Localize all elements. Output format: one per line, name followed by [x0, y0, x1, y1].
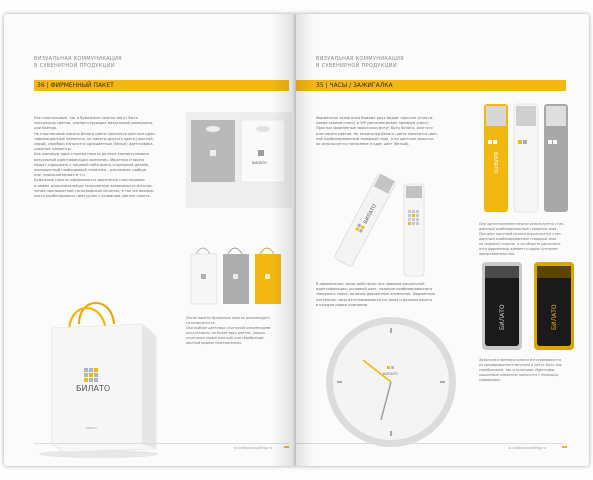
- lighter-standing-white: [404, 184, 424, 276]
- large-paper-bag-image: [24, 294, 174, 459]
- left-header-line-1: ВИЗУАЛЬНАЯ КОММУНИКАЦИЯ: [34, 56, 122, 62]
- left-section-bar: [34, 80, 289, 91]
- bag-side: [142, 324, 156, 449]
- left-footer-rule: [34, 443, 289, 444]
- left-body-text: Как пластиковые, так и бумажные пакеты могут быть нескольких цветов, соответствующих визуальной коммуника- ции бренда. На пластиковые пакеты белого цвета наносятся цветные иден- тификационные элементы, на пакеты другого цвета (желтый, серый, серебро) наносятся одноцветные (белые) идентифика- ционные элементы. Как минимум одна сторона пакета должна соответствовать визуальной идентификации компании, обратная сторона может содержать с лицевой либо иметь отдельный дизайн, посвященный необходимой тематике – рекламное сообще- ние, промо-материал и т.п. Бумажные пакеты оформляются идентично пластиковым и имеют дополнительную техническую возможность изготов- ления полноцветной типографской печатью, а так же возмож- ность комбинировать цвет ручек с основным цветом пакета.: [34, 116, 157, 199]
- vip-lighters-image: [476, 258, 582, 356]
- right-header: [316, 56, 404, 70]
- plastic-lighters-image: [318, 162, 468, 282]
- left-page: [4, 14, 296, 466]
- bag-handle-back: [79, 303, 114, 324]
- right-header-line-1: ВИЗУАЛЬНАЯ КОММУНИКАЦИЯ: [316, 56, 404, 62]
- left-header-line-2: В СУВЕНИРНОЙ ПРОДУКЦИИ: [34, 63, 115, 69]
- bags-caption: После пакеты бумажные пакеты рекомендует- ся возможность. При выборе цветовых сочетаний рекомендуем использовать не более двух цветов, (напри- сочетания серый желтый) или серебряный- желтый крайне нежелательно.: [186, 316, 271, 345]
- brochure-spread: [0, 14, 593, 466]
- left-gutter-shadow: [272, 14, 296, 466]
- clock-logo-text: БИЛАТО: [383, 372, 398, 376]
- lighter-lying-white: [334, 173, 397, 267]
- left-section-label: 36 | ФИРМЕННЫЙ ПАКЕТ: [37, 82, 114, 89]
- right-section-title: ЧАСЫ / ЗАЖИГАЛКА: [329, 82, 393, 89]
- right-section-label: 35 | ЧАСЫ / ЗАЖИГАЛКА: [316, 82, 393, 89]
- plastic-bag-white-logo: БИЛАТО: [252, 161, 267, 165]
- vip-lighter-silver: [482, 262, 522, 350]
- vip-caption: Зажигалки премиум класса изготавливаются из хромированного металла и могут быть как серебряными, так и золотыми. Идентифи- кационные элементы наносятся с помощью гравировки.: [479, 358, 562, 382]
- bag-logo-grid: [84, 368, 98, 382]
- bag-shadow: [39, 450, 159, 458]
- colored-lighters-image: [476, 100, 582, 218]
- lighters-caption: При одностороннем печати используется стан- дартный комбинированный товарный знак. При двусторонней печати используется стан- дартный комбинированный товарный знак на лицевой стороне, а на обороте располага- ется фирменный элемент и адрес интернет представительства.: [479, 222, 565, 256]
- left-header: [34, 56, 122, 70]
- right-body-text: Фирменные зажигалки бывают двух видов: простые (пласти- ковые эконом класс) и VIP (металлические премиум класс). Простые фирменные зажигалки могут быть белого, желтого или серого цветов. На зажигалки белого цвета наносится цвет- ной комбинированный товарный знак, а на цветные зажигал- ки используется нанесение в один цвет (белый).: [316, 116, 439, 147]
- right-footer-stripe: [562, 446, 567, 448]
- lighter-gray: [544, 104, 568, 212]
- wall-clock-image: [321, 312, 461, 452]
- lighter-white: [514, 104, 538, 212]
- right-section-number: 35: [316, 82, 324, 89]
- lighter-yellow-logo: БИЛАТО: [492, 152, 498, 174]
- right-header-line-2: В СУВЕНИРНОЙ ПРОДУКЦИИ: [316, 63, 397, 69]
- plastic-bag-gray: [191, 120, 235, 182]
- paper-bag-white-small: [191, 248, 217, 304]
- right-page: [296, 14, 589, 466]
- vip-silver-logo: БИЛАТО: [499, 304, 506, 330]
- right-footer-rule: [296, 443, 566, 444]
- clock-logo-mark: [387, 366, 390, 369]
- bag-logo-text: БИЛАТО: [76, 384, 111, 393]
- left-section-number: 36: [37, 82, 45, 89]
- right-footer-url: ul.bilatoconsulting.ru: [508, 446, 546, 450]
- left-section-title: ФИРМЕННЫЙ ПАКЕТ: [50, 82, 114, 89]
- right-gutter-shadow: [296, 14, 314, 466]
- lighter-yellow: [484, 104, 508, 212]
- bag-logo-subtext: ВИЛАТО: [86, 427, 97, 430]
- vip-lighter-gold: [534, 262, 574, 350]
- clock-text: В оформлении часов действуют все правила визуальной идентификации: основной цвет, наличие комбинированного товарного знака, наличие фирменных элементов. Фирменные настенные часы изготавливаются на заказ и должны висеть в каждом офисе компании.: [316, 282, 436, 307]
- paper-bag-gray-small: [223, 248, 249, 304]
- right-section-bar: [296, 80, 566, 91]
- vip-gold-logo: БИЛАТО: [551, 304, 558, 330]
- left-footer-url: ul.bilatoconsulting.ru: [234, 446, 272, 450]
- lighter-lying-logo: БИЛАТО: [362, 203, 379, 226]
